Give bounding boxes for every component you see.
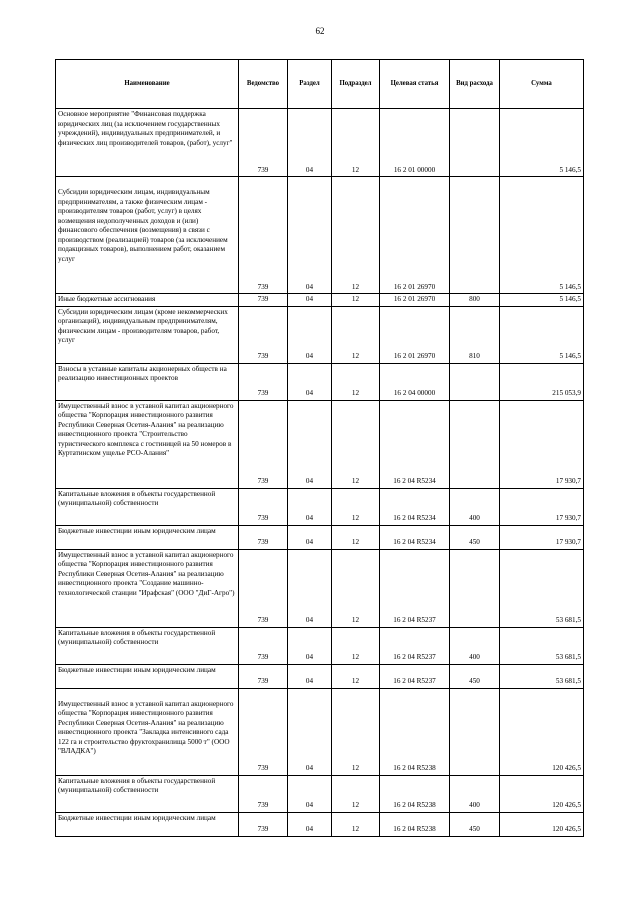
column-header-expense-type: Вид расхода (450, 60, 500, 109)
row-expense-type (450, 109, 500, 177)
row-amount: 17 930,7 (500, 525, 584, 549)
table-row (56, 664, 584, 688)
row-target-item: 16 2 04 R5238 (380, 812, 450, 836)
row-department: 739 (239, 525, 288, 549)
row-amount: 120 426,5 (500, 775, 584, 812)
row-subsection: 12 (332, 363, 380, 400)
row-amount: 5 146,5 (500, 294, 584, 307)
row-subsection: 12 (332, 294, 380, 307)
row-department: 739 (239, 109, 288, 177)
row-section: 04 (288, 177, 332, 294)
row-name-text: Имущественный взнос в уставной капитал акционерного общества "Корпорация инвестиционного развития Республики Северная Осетия-Алания" на реализацию инвестиционного проекта "Закладка интенсивного сада 122 га и строительство фруктохранилища 5000 т" (ООО "ВЛАДКА") (58, 699, 234, 755)
row-amount: 17 930,7 (500, 488, 584, 525)
row-expense-type (450, 363, 500, 400)
row-target-item: 16 2 01 00000 (380, 109, 450, 177)
row-section: 04 (288, 488, 332, 525)
row-expense-type (450, 400, 500, 488)
table-row (56, 627, 584, 664)
row-amount: 53 681,5 (500, 664, 584, 688)
row-target-item: 16 2 04 R5237 (380, 627, 450, 664)
column-header-section: Раздел (288, 60, 332, 109)
row-amount: 5 146,5 (500, 177, 584, 294)
row-subsection: 12 (332, 688, 380, 775)
table-row (56, 400, 584, 488)
row-amount: 5 146,5 (500, 306, 584, 363)
row-department: 739 (239, 549, 288, 627)
row-target-item: 16 2 04 R5234 (380, 488, 450, 525)
row-name: Бюджетные инвестиции иным юридическим лицам (56, 812, 239, 836)
row-target-item: 16 2 04 R5238 (380, 688, 450, 775)
row-section: 04 (288, 549, 332, 627)
table-row (56, 775, 584, 812)
table-row (56, 306, 584, 363)
table-row (56, 525, 584, 549)
row-expense-type: 400 (450, 488, 500, 525)
row-amount: 17 930,7 (500, 400, 584, 488)
row-section: 04 (288, 812, 332, 836)
column-header-target-item: Целевая статья (380, 60, 450, 109)
page-number: 62 (315, 26, 325, 36)
row-name: Основное мероприятие "Финансовая поддержка юридических лиц (за исключением государственных учреждений), индивидуальных предпринимателей, и физических лиц производителей товаров, (работ), услуг" (56, 109, 239, 177)
row-subsection: 12 (332, 627, 380, 664)
column-header-amount: Сумма (500, 60, 584, 109)
row-amount: 53 681,5 (500, 627, 584, 664)
row-target-item: 16 2 01 26970 (380, 177, 450, 294)
column-header-subsection: Подраздел (332, 60, 380, 109)
row-subsection: 12 (332, 400, 380, 488)
row-name: Взносы в уставные капиталы акционерных обществ на реализацию инвестиционных проектов (56, 363, 239, 400)
row-expense-type (450, 177, 500, 294)
table-row (56, 177, 584, 294)
row-subsection: 12 (332, 488, 380, 525)
row-subsection: 12 (332, 549, 380, 627)
table-row (56, 109, 584, 177)
table-row (56, 294, 584, 307)
row-expense-type: 400 (450, 775, 500, 812)
row-subsection: 12 (332, 775, 380, 812)
row-section: 04 (288, 363, 332, 400)
row-department: 739 (239, 627, 288, 664)
row-name: Иные бюджетные ассигнования (56, 294, 239, 307)
row-name-text: Субсидии юридическим лицам, индивидуальным предпринимателям, а также физическим лицам - производителям товаров (работ, услуг) в целях возмещения недополученных доходов и (или) финансового обеспечения (возмещения) в связи с производством (реализацией) товаров (за исключением подакцизных товаров), выполнением работ, оказанием услуг (58, 188, 228, 263)
row-section: 04 (288, 688, 332, 775)
row-department: 739 (239, 400, 288, 488)
table-row (56, 812, 584, 836)
row-expense-type (450, 549, 500, 627)
row-section: 04 (288, 627, 332, 664)
row-name: Имущественный взнос в уставной капитал акционерного общества "Корпорация инвестиционного развития Республики Северная Осетия-Алания" на реализацию инвестиционного проекта "Строительство туристического комплекса с гостиницей на 50 номеров в Куртатинском ущелье РСО-Алания" (56, 400, 239, 488)
row-expense-type: 450 (450, 525, 500, 549)
table-row (56, 363, 584, 400)
row-name: Субсидии юридическим лицам (кроме некоммерческих организаций), индивидуальным предпринимателям, физическим лицам - производителям товаров, работ, услуг (56, 306, 239, 363)
table-row (56, 488, 584, 525)
row-target-item: 16 2 04 R5238 (380, 775, 450, 812)
row-subsection: 12 (332, 812, 380, 836)
row-department: 739 (239, 363, 288, 400)
table-header-row (56, 60, 584, 109)
table-row (56, 549, 584, 627)
row-department: 739 (239, 688, 288, 775)
row-section: 04 (288, 306, 332, 363)
row-amount: 120 426,5 (500, 688, 584, 775)
row-section: 04 (288, 109, 332, 177)
row-department: 739 (239, 775, 288, 812)
row-department: 739 (239, 664, 288, 688)
row-expense-type: 450 (450, 812, 500, 836)
row-name (56, 688, 239, 775)
row-department: 739 (239, 177, 288, 294)
row-amount: 120 426,5 (500, 812, 584, 836)
row-subsection: 12 (332, 109, 380, 177)
row-target-item: 16 2 04 R5237 (380, 664, 450, 688)
row-subsection: 12 (332, 306, 380, 363)
row-subsection: 12 (332, 177, 380, 294)
row-expense-type: 810 (450, 306, 500, 363)
row-name: Капитальные вложения в объекты государственной (муниципальной) собственности (56, 488, 239, 525)
row-department: 739 (239, 812, 288, 836)
row-expense-type (450, 688, 500, 775)
row-department: 739 (239, 306, 288, 363)
row-name: Капитальные вложения в объекты государственной (муниципальной) собственности (56, 627, 239, 664)
row-department: 739 (239, 488, 288, 525)
row-expense-type: 400 (450, 627, 500, 664)
row-target-item: 16 2 04 R5237 (380, 549, 450, 627)
row-target-item: 16 2 04 R5234 (380, 525, 450, 549)
row-name: Имущественный взнос в уставной капитал акционерного общества "Корпорация инвестиционного развития Республики Северная Осетия-Алания" на реализацию инвестиционного проекта "Создание машинно-технологической станции "Ирафская" (ООО "ДиГ-Агро") (56, 549, 239, 627)
row-name: Капитальные вложения в объекты государственной (муниципальной) собственности (56, 775, 239, 812)
row-amount: 53 681,5 (500, 549, 584, 627)
budget-table (55, 59, 584, 837)
column-header-department: Ведомство (239, 60, 288, 109)
row-section: 04 (288, 775, 332, 812)
row-amount: 215 053,9 (500, 363, 584, 400)
row-target-item: 16 2 01 26970 (380, 306, 450, 363)
row-amount: 5 146,5 (500, 109, 584, 177)
row-name (56, 177, 239, 294)
row-expense-type: 800 (450, 294, 500, 307)
row-department: 739 (239, 294, 288, 307)
row-section: 04 (288, 400, 332, 488)
row-name: Бюджетные инвестиции иным юридическим лицам (56, 664, 239, 688)
row-subsection: 12 (332, 525, 380, 549)
row-name: Бюджетные инвестиции иным юридическим лицам (56, 525, 239, 549)
row-section: 04 (288, 664, 332, 688)
row-subsection: 12 (332, 664, 380, 688)
row-section: 04 (288, 294, 332, 307)
row-target-item: 16 2 01 26970 (380, 294, 450, 307)
row-expense-type: 450 (450, 664, 500, 688)
row-section: 04 (288, 525, 332, 549)
row-target-item: 16 2 04 R5234 (380, 400, 450, 488)
table-row (56, 688, 584, 775)
row-target-item: 16 2 04 00000 (380, 363, 450, 400)
column-header-name: Наименование (56, 60, 239, 109)
